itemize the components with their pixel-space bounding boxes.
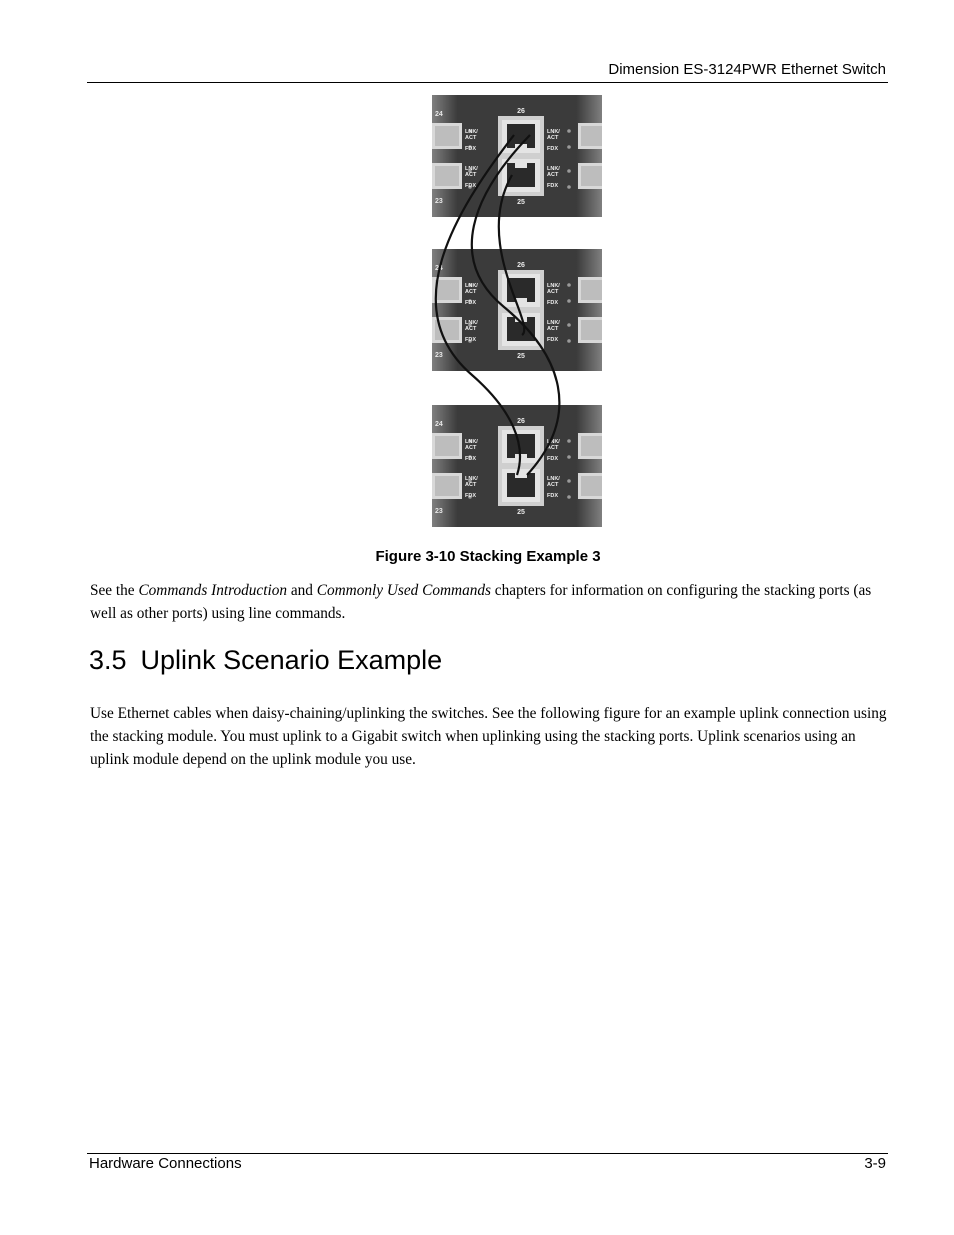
led-label: ACT xyxy=(465,326,477,332)
module-1-side-top-number: 24 xyxy=(435,111,443,118)
paragraph-commands xyxy=(90,579,895,625)
led-label: LNK/ xyxy=(465,439,478,445)
led-label: ACT xyxy=(547,172,559,178)
led-label: ACT xyxy=(465,135,477,141)
led-label: FDX xyxy=(547,183,558,189)
led-label: LNK/ xyxy=(547,320,560,326)
link-commands-introduction: Commands Introduction xyxy=(138,582,288,599)
figure-caption: Figure 3-10 Stacking Example 3 xyxy=(375,548,601,565)
led-label: FDX xyxy=(465,300,476,306)
led-label: FDX xyxy=(465,183,476,189)
module-1-bottom-port-number: 25 xyxy=(517,199,525,206)
led-label: ACT xyxy=(465,482,477,488)
led-label: LNK/ xyxy=(547,129,560,135)
led-label: LNK/ xyxy=(465,320,478,326)
led-label: FDX xyxy=(547,337,558,343)
led-label: FDX xyxy=(547,146,558,152)
module-2-side-bottom-number: 23 xyxy=(435,352,443,359)
text-run: and xyxy=(287,582,317,599)
module-3-side-bottom-number: 23 xyxy=(435,508,443,515)
text-run: See the xyxy=(90,582,139,599)
led-label: LNK/ xyxy=(547,439,560,445)
led-label: ACT xyxy=(547,135,559,141)
led-label: LNK/ xyxy=(465,476,478,482)
led-label: LNK/ xyxy=(465,283,478,289)
led-label: ACT xyxy=(465,289,477,295)
module-3-top-port-number: 26 xyxy=(517,418,525,425)
led-label: FDX xyxy=(465,493,476,499)
led-label: LNK/ xyxy=(547,476,560,482)
section-title: Uplink Scenario Example xyxy=(140,645,443,675)
led-label: ACT xyxy=(547,482,559,488)
header-divider xyxy=(87,82,888,83)
paragraph-uplink: Use Ethernet cables when daisy-chaining/uplinking the switches. See the following figure for an example uplink connection using the stacking module. You must uplink to a Gigabit switch when uplinking using the stacking ports. Uplink scenarios using an uplink module depend on the uplink module you use. xyxy=(90,705,887,768)
module-3-side-top-number: 24 xyxy=(435,421,443,428)
led-label: ACT xyxy=(547,445,559,451)
module-2-top-port-number: 26 xyxy=(517,262,525,269)
led-label: LNK/ xyxy=(465,166,478,172)
footer-divider xyxy=(87,1153,888,1154)
led-label: FDX xyxy=(547,300,558,306)
switch-module-3 xyxy=(432,405,602,527)
module-1-top-port-number: 26 xyxy=(517,108,525,115)
footer-chapter: Hardware Connections xyxy=(89,1155,242,1172)
led-label: LNK/ xyxy=(465,129,478,135)
page-number: 3-9 xyxy=(864,1155,886,1172)
module-1-side-bottom-number: 23 xyxy=(435,198,443,205)
section-number: 3.5 xyxy=(89,645,127,675)
led-label: FDX xyxy=(465,456,476,462)
led-label: LNK/ xyxy=(547,166,560,172)
switch-module-2 xyxy=(432,249,602,371)
module-2-bottom-port-number: 25 xyxy=(517,353,525,360)
switch-module-1 xyxy=(432,95,602,217)
led-label: ACT xyxy=(465,172,477,178)
module-3-bottom-port-number: 25 xyxy=(517,509,525,516)
led-label: FDX xyxy=(465,337,476,343)
stacking-figure xyxy=(432,95,602,527)
section-heading xyxy=(89,645,442,676)
link-commonly-used-commands: Commonly Used Commands xyxy=(316,582,491,599)
led-label: ACT xyxy=(547,289,559,295)
running-header: Dimension ES-3124PWR Ethernet Switch xyxy=(608,61,886,78)
text-run: chapters for information on configuring the stacking ports (as well as other ports) using line commands. xyxy=(90,582,872,622)
led-label: FDX xyxy=(465,146,476,152)
led-label: FDX xyxy=(547,493,558,499)
led-label: ACT xyxy=(465,445,477,451)
module-2-side-top-number: 24 xyxy=(435,265,443,272)
led-label: ACT xyxy=(547,326,559,332)
led-label: FDX xyxy=(547,456,558,462)
led-label: LNK/ xyxy=(547,283,560,289)
